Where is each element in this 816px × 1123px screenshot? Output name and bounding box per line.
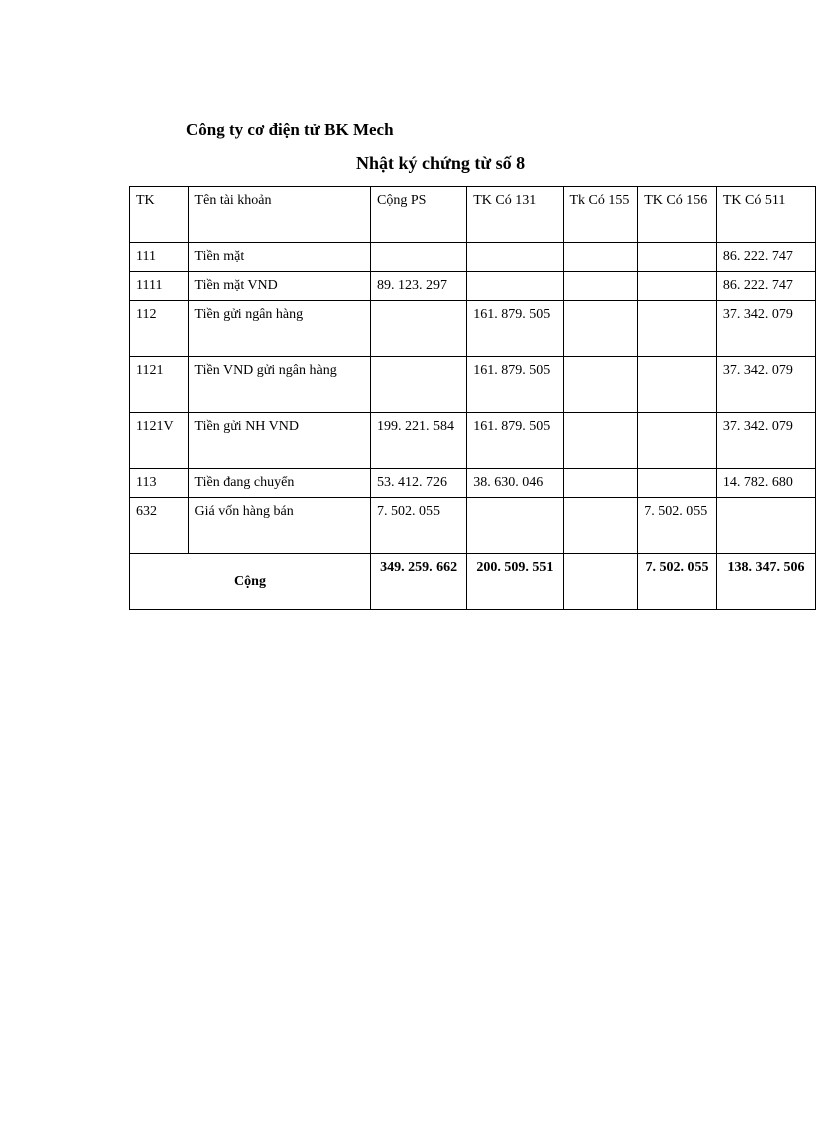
header-cell: TK Có 156 (638, 187, 717, 243)
total-131-value: 200. 509. 551 (467, 554, 563, 610)
total-ps-cell (371, 243, 467, 272)
credit-156-cell (638, 413, 717, 469)
credit-131-cell (467, 272, 563, 301)
credit-155-cell (563, 272, 638, 301)
credit-511-cell: 37. 342. 079 (716, 357, 815, 413)
header-cell: TK Có 131 (467, 187, 563, 243)
account-name: Tiền mặt (188, 243, 370, 272)
total-156-value: 7. 502. 055 (638, 554, 717, 610)
credit-156-cell: 7. 502. 055 (638, 498, 717, 554)
table-row (130, 272, 816, 301)
account-code: 1111 (130, 272, 189, 301)
credit-511-cell: 37. 342. 079 (716, 301, 815, 357)
credit-156-cell (638, 357, 717, 413)
credit-156-cell (638, 469, 717, 498)
account-name: Tiền mặt VND (188, 272, 370, 301)
table-row (130, 243, 816, 272)
total-ps-cell (371, 357, 467, 413)
credit-131-cell: 161. 879. 505 (467, 357, 563, 413)
account-name: Giá vốn hàng bán (188, 498, 370, 554)
account-code: 112 (130, 301, 189, 357)
credit-131-cell (467, 243, 563, 272)
credit-131-cell: 161. 879. 505 (467, 413, 563, 469)
total-label: Cộng (130, 554, 371, 610)
credit-511-cell: 86. 222. 747 (716, 272, 815, 301)
total-ps-cell: 199. 221. 584 (371, 413, 467, 469)
table-row (130, 469, 816, 498)
header-cell: TK (130, 187, 189, 243)
total-row (130, 554, 816, 610)
company-name: Công ty cơ điện tử BK Mech (186, 120, 394, 139)
credit-155-cell (563, 498, 638, 554)
credit-131-cell (467, 498, 563, 554)
total-511-value: 138. 347. 506 (716, 554, 815, 610)
total-ps-cell: 53. 412. 726 (371, 469, 467, 498)
account-name: Tiền gửi ngân hàng (188, 301, 370, 357)
credit-131-cell: 161. 879. 505 (467, 301, 563, 357)
header-cell: Tên tài khoản (188, 187, 370, 243)
header-cell: Tk Có 155 (563, 187, 638, 243)
table-row (130, 357, 816, 413)
credit-511-cell: 14. 782. 680 (716, 469, 815, 498)
credit-511-cell (716, 498, 815, 554)
account-code: 1121V (130, 413, 189, 469)
total-ps-cell: 7. 502. 055 (371, 498, 467, 554)
account-name: Tiền VND gửi ngân hàng (188, 357, 370, 413)
credit-131-cell: 38. 630. 046 (467, 469, 563, 498)
account-code: 632 (130, 498, 189, 554)
credit-155-cell (563, 301, 638, 357)
credit-155-cell (563, 357, 638, 413)
account-name: Tiền đang chuyển (188, 469, 370, 498)
journal-table (129, 186, 816, 610)
document-title: Nhật ký chứng từ số 8 (356, 153, 526, 173)
credit-155-cell (563, 413, 638, 469)
total-ps-cell (371, 301, 467, 357)
total-ps-value: 349. 259. 662 (371, 554, 467, 610)
account-code: 111 (130, 243, 189, 272)
credit-156-cell (638, 272, 717, 301)
total-ps-cell: 89. 123. 297 (371, 272, 467, 301)
credit-155-cell (563, 243, 638, 272)
table-header-row (130, 187, 816, 243)
account-code: 113 (130, 469, 189, 498)
credit-511-cell: 37. 342. 079 (716, 413, 815, 469)
account-code: 1121 (130, 357, 189, 413)
account-name: Tiền gửi NH VND (188, 413, 370, 469)
credit-156-cell (638, 243, 717, 272)
header-cell: Cộng PS (371, 187, 467, 243)
header-cell: TK Có 511 (716, 187, 815, 243)
total-155-value (563, 554, 638, 610)
credit-155-cell (563, 469, 638, 498)
table-row (130, 301, 816, 357)
table-row (130, 498, 816, 554)
table-row (130, 413, 816, 469)
credit-511-cell: 86. 222. 747 (716, 243, 815, 272)
credit-156-cell (638, 301, 717, 357)
